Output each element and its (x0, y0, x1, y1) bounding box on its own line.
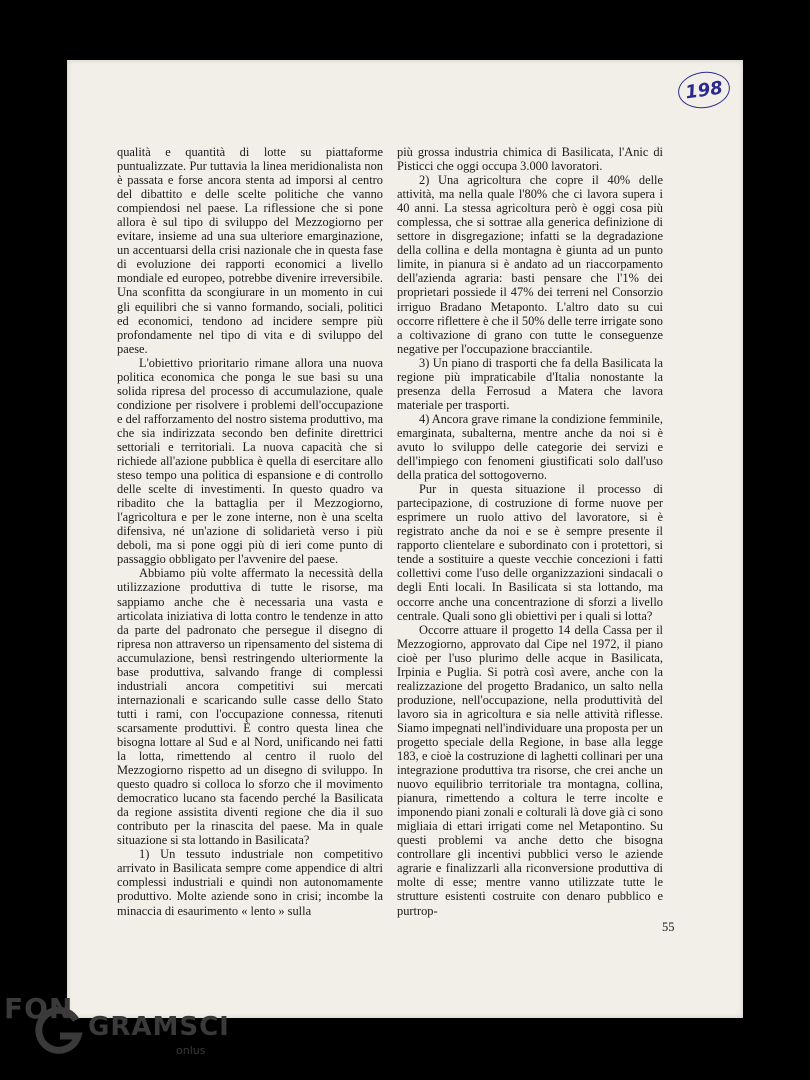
page-number: 55 (662, 920, 675, 934)
watermark-onlus-text: onlus (176, 1044, 206, 1057)
paragraph: L'obiettivo prioritario rimane allora una nuova politica economica che ponga le sue basi su una solida ripresa del processo di accumulazione, quale condizione per risolvere i problemi dell'occupazione e del rafforzamento del nostro sistema produttivo, ma che sia indirizzata secondo ben definite direttrici settoriali e territoriali. La nuova capacità che si richiede all'azione pubblica è quella di esercitare allo steso tempo una politica di espansione e di controllo delle scelte di investimenti. In questo quadro va ribadito che la battaglia per il Mezzogiorno, l'agricoltura e per le zone interne, non è una scelta difensiva, né un'azione di solidarietà verso i più deboli, ma si pone oggi più di ieri come punto di passaggio obbligato per l'avvenire del paese. (117, 355, 383, 567)
paragraph: Occorre attuare il progetto 14 della Cassa per il Mezzogiorno, approvato dal Cipe nel 1972, il piano cioè per l'uso plurimo delle acque in Basilicata, Irpinia e Puglia. Si potrà così avere, anche con la realizzazione del progetto Bradanico, un salto nella produzione, nell'occupazione, nella produttività del lavoro sia in agricoltura e sia nelle attività riflesse. Siamo impegnati nell'individuare una proposta per un progetto speciale della Regione, in base alla legge 183, e cioè la costruzione di laghetti collinari per una integrazione produttiva tra risorse, che crei anche un nuovo equilibrio territoriale tra montagna, collina, pianura, rimettendo a coltura le terre incolte e imponendo piani zonali e colturali là dove già ci sono migliaia di ettari irrigati come nel Metapontino. Su questi problemi va anche detto che bisogna controllare gli incentivi pubblici verso le aziende agrarie e finalizzarli alla riconversione produttiva di molte di esse; mentre vanno utilizzate tutte le strutture esistenti costruite con denaro pubblico e purtrop- (397, 622, 663, 918)
left-column (117, 145, 383, 918)
paragraph: 2) Una agricoltura che copre il 40% delle attività, ma nella quale l'80% che ci lavora supera i 40 anni. La stessa agricoltura però è oggi cosa più complessa, che si sottrae alla generica definizione di settore in disgregazione; infatti se la degradazione della collina e della montagna è giunta ad un punto limite, in pianura si è andato ad un riaccorpamento dell'azienda agraria: basti pensare che l'1% dei proprietari possiede il 47% dei terreni nel Consorzio irriguo Bradano Metaponto. L'altro dato su cui occorre riflettere è che il 50% delle terre irrigate sono a coltivazione di grano con tutte le conseguenze negative per l'occupazione bracciantile. (397, 173, 663, 356)
paragraph: 3) Un piano di trasporti che fa della Basilicata la regione più impraticabile d'Italia nonostante la presenza della Ferrosud a Matera che lavora materiale per trasporti. (397, 355, 663, 412)
watermark-fon-text: FON (4, 992, 74, 1025)
paragraph: 4) Ancora grave rimane la condizione femminile, emarginata, subalterna, mentre anche da noi si è avuto lo sviluppo delle categorie dei servizi e dell'impiego con fenomeni giustificati solo dall'uso della pratica del sottogoverno. (397, 411, 663, 483)
watermark-gramsci-text: GRAMSCI (88, 1012, 230, 1042)
paragraph: Abbiamo più volte affermato la necessità della utilizzazione produttiva di tutte le risorse, ma sappiamo anche che è necessaria una vasta e articolata iniziativa di lotta contro le tendenze in atto da parte del padronato che persegue il disegno di ripresa non attraverso un ripensamento del sistema di accumulazione, bensì restringendo ulteriormente la base produttiva, salvando frange di complessi industriali ancora competitivi sui mercati internazionali e scaricando sulle casse dello Stato tutti i rami, con l'occupazione connessa, ritenuti scarsamente produttivi. È contro questa linea che bisogna lottare al Sud e al Nord, unificando nei fatti la lotta, rimettendo al centro il ruolo del Mezzogiorno rispetto ad un disegno di sviluppo. In questo quadro si colloca lo sforzo che il movimento democratico lucano sta facendo perché la Basilicata da regione assistita diventi regione che dia il suo contributo per la rinascita del paese. Ma in quale situazione si sta lottando in Basilicata? (117, 566, 383, 848)
stamp-number: 198 (683, 76, 725, 104)
fondazione-gramsci-watermark (0, 990, 240, 1075)
paragraph: 1) Un tessuto industriale non competitivo arrivato in Basilicata sempre come appendice di altri complessi industriali e quindi non autonomamente produttivo. Molte aziende sono in crisi; incombe la minaccia di esaurimento « lento » sulla (117, 847, 383, 918)
document-page (67, 60, 743, 1018)
gramsci-logo-icon (32, 1006, 84, 1058)
right-column (397, 145, 663, 918)
paragraph: Pur in questa situazione il processo di partecipazione, di costruzione di forme nuove per esprimere un ruolo attivo del lavoratore, si è registrato anche da noi e se è sempre presente il rapporto clientelare e subordinato con i protettori, si tende a sostituire a queste vecchie concezioni i fatti collettivi come l'uso delle organizzazioni sindacali o degli Enti locali. In Basilicata si sta lottando, ma occorre anche una concentrazione di sforzi a livello centrale. Quali sono gli obiettivi per i quali si lotta? (397, 482, 663, 623)
archive-stamp (676, 69, 733, 112)
paragraph: qualità e quantità di lotte su piattaforme puntualizzate. Pur tuttavia la linea meridionalista non è passata e forse ancora stenta ad imporsi al centro del dibattito e delle scelte politiche che vanno compiendosi nel paese. La riflessione che si pone allora è sul tipo di sviluppo del Mezzogiorno per evitare, insieme ad una sua ulteriore emarginazione, un accentuarsi della crisi nazionale che in questa fase di evoluzione dei rapporti economici a livello mondiale ed europeo, potrebbe divenire irreversibile. Una sconfitta da scongiurare in un momento in cui gli equilibri che si vanno formando, sociali, politici ed economici, tendono ad incidere sempre più profondamente nel tipo di vita e di sviluppo del paese. (117, 145, 383, 356)
paragraph: più grossa industria chimica di Basilicata, l'Anic di Pisticci che oggi occupa 3.000 lavoratori. (397, 145, 663, 174)
